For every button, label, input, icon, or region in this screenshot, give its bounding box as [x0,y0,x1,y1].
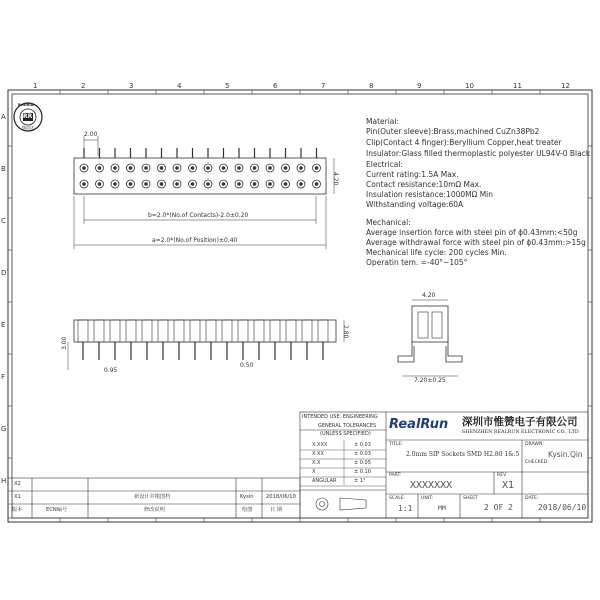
projection-symbol [316,498,366,510]
grid-row-label: F [1,373,6,381]
profile-sleeve [286,320,296,342]
contact-hole [144,166,148,170]
part-number: XXXXXXX [410,480,453,491]
pin-width-dim: 0.95 [104,367,118,374]
rev-value: X1 [502,480,515,491]
side-width-dim: 4.20 [422,292,436,299]
logo-bottom-text: 瑞浪达 [22,125,34,130]
grid-column-label: 3 [129,82,134,90]
grid-row-label: A [1,113,6,121]
contact-hole [98,182,102,186]
contact-hole [315,182,319,186]
profile-sleeve [254,320,264,342]
profile-sleeve [302,320,312,342]
material-line: Clip(Contact 4 finger):Beryllium Copper,heat treater [366,138,562,147]
company-cn: 深圳市惟赞电子有限公司 [462,416,578,428]
grid-column-label: 10 [465,82,474,90]
electrical-line: Current rating:1.5A Max. [366,170,459,179]
tolerance-sub1: GENERAL TOLERANCES [318,423,377,429]
contact-hole [315,166,319,170]
sheet-label: SHEET [463,496,478,501]
grid-row-label: D [1,269,7,277]
grid-column-label: 1 [33,82,38,90]
tolerance-value: ± 1° [354,478,366,484]
tolerance-value: ± 0.05 [354,460,371,466]
contact-hole [175,166,179,170]
grid-row-label: B [1,165,6,173]
contact-hole [284,166,288,170]
electrical-heading: Electrical: [366,160,403,169]
profile-sleeve [270,320,280,342]
b-formula-dim: b=2.0*(No.of Contacts)-2.0±0.20 [148,212,249,219]
tolerance-value: ± 0.03 [354,442,371,448]
rev-header-ver: 版本 [12,507,23,513]
drawing-title: 2.0mm SIP Sockets SMD H2.80 1&.5 [406,451,520,458]
profile-view [68,320,344,370]
profile-sleeve [222,320,232,342]
rev-row-x1-date: 2018/06/10 [266,494,296,500]
tolerance-key: X.X [312,460,321,466]
contact-hole [113,182,117,186]
brand-name: RealRun [389,417,449,432]
rev-header-desc: 修改说明 [144,507,165,513]
tolerance-key: X.XX [312,451,324,457]
drawn-value: Kysin.Qin [548,450,583,459]
grid-row-label: C [1,217,6,225]
tolerance-key: X.XXX [312,442,328,448]
drawn-label: DRAWN: [525,442,544,447]
grid-column-label: 2 [81,82,86,90]
contact-hole [144,182,148,186]
contact-hole [206,182,210,186]
contact-hole [237,182,241,186]
profile-sleeve [78,320,88,342]
electrical-line: Insulation resistance:1000MΩ Min [366,190,494,199]
grid-column-label: 8 [369,82,374,90]
rev-row-x1-desc: 新设计并模图档 [134,494,171,500]
unit-label: UNIT: [421,496,434,501]
tolerance-key: X [312,469,316,475]
mechanical-heading: Mechanical: [366,218,411,227]
date-value: 2018/06/10 [538,503,587,512]
checked-label: CHECKED: [525,460,549,465]
contact-hole [175,182,179,186]
grid-column-label: 5 [225,82,230,90]
contact-hole [253,166,257,170]
electrical-line: Contact resistance:10mΩ Max. [366,180,482,189]
pin-diam-dim: 0.50 [240,362,254,369]
side-view [398,300,462,376]
contact-hole [299,166,303,170]
side-bottom-dim: 7.20±0.25 [414,377,446,384]
tolerance-sub2: (UNLESS SPECIFIED) [320,431,371,437]
grid-row-label: H [1,477,7,485]
contact-hole [98,166,102,170]
mechanical-line: Operatin tem. =-40°~105° [366,258,468,267]
title-label: TITLE: [389,442,403,447]
logo-center: RR [23,113,33,120]
contact-hole [299,182,303,186]
material-heading: Material: [366,117,399,126]
grid-column-label: 6 [273,82,278,90]
grid-column-label: 12 [561,82,570,90]
grid-column-label: 7 [321,82,326,90]
contact-hole [160,166,164,170]
grid-column-label: 11 [513,82,522,90]
tolerance-value: ± 0.03 [354,451,371,457]
grid-row-label: E [1,321,6,329]
rev-row-x2-ver: X2 [14,481,21,487]
rev-header-date: 日 期 [270,507,283,513]
contact-hole [253,182,257,186]
scale-value: 1:1 [398,504,413,513]
contact-hole [206,166,210,170]
contact-hole [160,182,164,186]
height-top-dim: 4.20 [332,172,339,186]
material-line: Insulator:Glass filled thermoplastic polyester UL94V-0 Black [366,149,591,158]
rev-header-code: ECN编号 [46,507,68,513]
profile-sleeve [110,320,120,342]
contact-hole [222,166,226,170]
mechanical-line: Mechanical life cycle: 200 cycles Min. [366,248,507,257]
contact-hole [222,182,226,186]
tolerance-heading: INTENDED USE: ENGINEERING [302,414,378,420]
grid-row-label: G [1,425,7,433]
contact-hole [191,166,195,170]
electrical-line: Withstanding voltage:60A [366,200,464,209]
side-height-dim: 2.80 [342,325,349,339]
pitch-dim: 2.00 [84,131,98,138]
mechanical-line: Average insertion force with steel pin of ϕ0.43mm:<50g [366,228,578,237]
sheet-value: 2 OF 2 [484,503,513,512]
contact-hole [191,182,195,186]
contact-hole [268,182,272,186]
company-en: SHENZHEN REALRUN ELECTRONIC CO., LTD [462,430,579,435]
contact-hole [129,166,133,170]
contact-hole [237,166,241,170]
profile-sleeve [206,320,216,342]
logo-top-text: RealRun [18,103,35,107]
contact-hole [82,182,86,186]
profile-sleeve [126,320,136,342]
rev-header-by: 绘图 [242,507,253,513]
date-label: DATE: [525,496,539,501]
profile-sleeve [174,320,184,342]
grid-column-label: 4 [177,82,182,90]
grid-column-label: 9 [417,82,422,90]
contact-hole [129,182,133,186]
profile-sleeve [94,320,104,342]
rev-label: REV [497,473,507,478]
contact-hole [268,166,272,170]
rev-row-x1-ver: X1 [14,494,21,500]
profile-sleeve [238,320,248,342]
a-formula-dim: a=2.0*(No.of Position)±0.40 [152,237,238,244]
material-line: Pin(Outer sleeve):Brass,machined CuZn38Pb2 [366,127,540,136]
profile-sleeve [318,320,328,342]
scale-label: SCALE [389,496,404,501]
profile-sleeve [190,320,200,342]
profile-sleeve [158,320,168,342]
profile-sleeve [142,320,152,342]
mechanical-line: Average withdrawal force with steel pin of ϕ0.43mm:>15g [366,238,586,247]
tolerance-value: ± 0.10 [354,469,371,475]
tolerance-key: ANGULAR [312,478,337,484]
part-label: PART: [389,473,402,478]
contact-hole [82,166,86,170]
contact-hole [284,182,288,186]
contact-hole [113,166,117,170]
rev-row-x1-by: Kysin [240,494,254,500]
tail-dim: 3.00 [61,336,68,350]
front-view [74,136,334,249]
unit-value: MM [438,504,446,512]
